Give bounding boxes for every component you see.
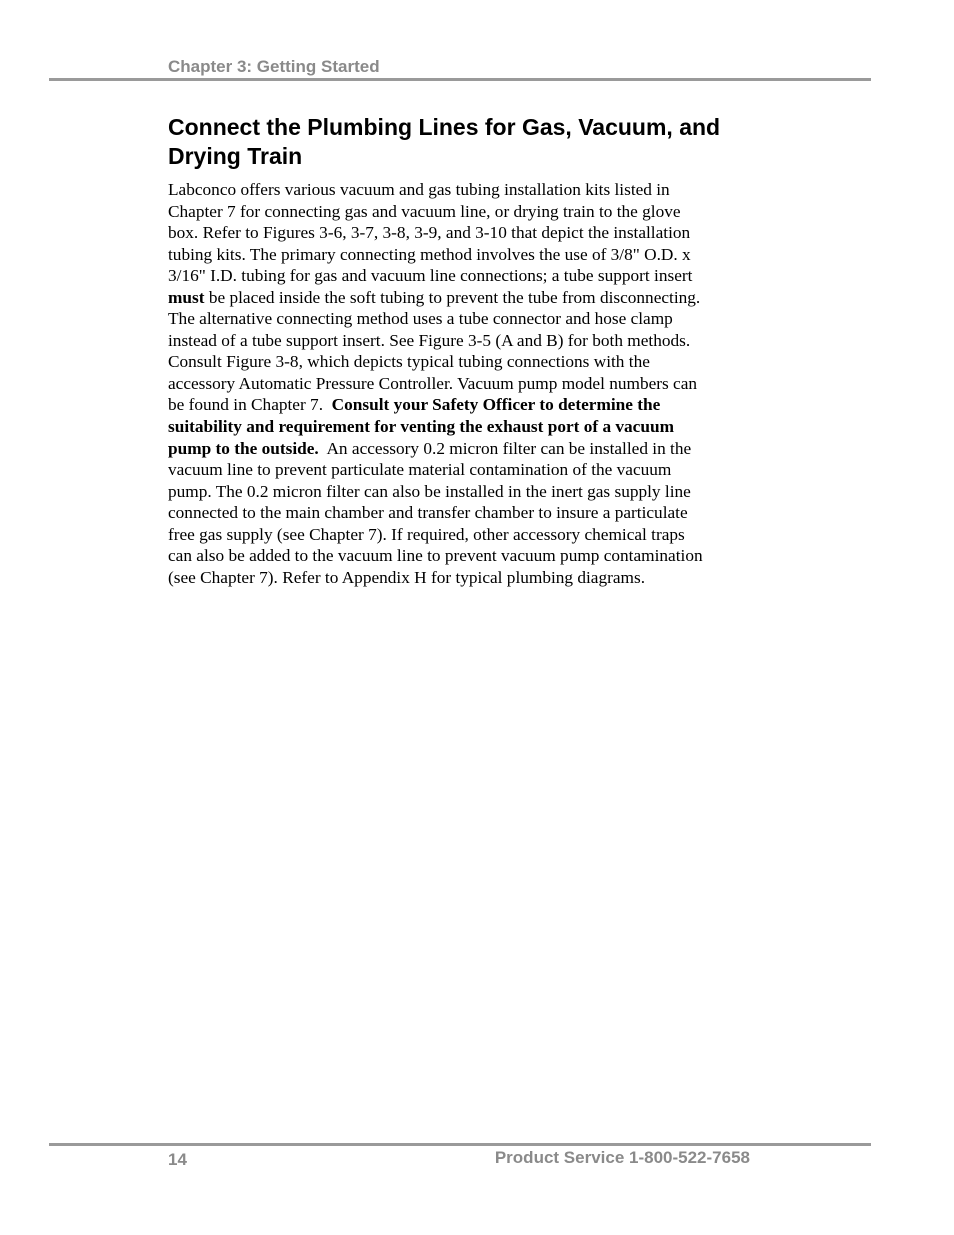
emphasis-must: must [168,287,205,307]
body-line: vacuum line to prevent particulate material contamination of the vacuum [168,460,672,480]
body-line [168,416,768,438]
body-line: pump. The 0.2 micron filter can also be installed in the inert gas supply line [168,481,691,501]
body-line: tubing kits. The primary connecting method involves the use of 3/8" O.D. x [168,244,691,264]
body-line: pump to the outside. An accessory 0.2 micron filter can be installed in the [168,438,692,458]
body-line: 3/16" I.D. tubing for gas and vacuum line connections; a tube support insert [168,266,693,286]
body-line: Consult Figure 3-8, which depicts typical tubing connections with the [168,352,650,372]
footer-rule [49,1143,871,1146]
running-header: Chapter 3: Getting Started [168,57,380,76]
product-service-phone: Product Service 1-800-522-7658 [494,1148,750,1167]
safety-warning: suitability and requirement for venting the exhaust port of a vacuum [168,417,674,437]
body-line: box. Refer to Figures 3-6, 3-7, 3-8, 3-9, and 3-10 that depict the installation [168,223,691,243]
safety-warning: pump to the outside. [168,438,319,458]
page-number: 14 [168,1150,187,1169]
body-line: Chapter 7 for connecting gas and vacuum line, or drying train to the glove [168,201,681,221]
body-line: Labconco offers various vacuum and gas tubing installation kits listed in [168,180,670,199]
body-line: can also be added to the vacuum line to prevent vacuum pump contamination [168,546,703,566]
safety-warning: Consult your Safety Officer to determine the [331,395,661,415]
body-line: must be placed inside the soft tubing to prevent the tube from disconnecting. [168,287,701,307]
body-line: connected to the main chamber and transfer chamber to insure a particulate [168,503,688,523]
body-line: (see Chapter 7). Refer to Appendix H for typical plumbing diagrams. [168,567,646,587]
section-title: Connect the Plumbing Lines for Gas, Vacuum, and Drying Train [168,114,721,169]
body-line: free gas supply (see Chapter 7). If required, other accessory chemical traps [168,524,685,544]
body-line: The alternative connecting method uses a tube connector and hose clamp [168,309,673,329]
body-line: instead of a tube support insert. See Figure 3-5 (A and B) for both methods. [168,330,691,350]
body-line: be found in Chapter 7. Consult your Safety Officer to determine the [168,395,661,415]
body-paragraph [168,179,768,588]
body-line: accessory Automatic Pressure Controller. Vacuum pump model numbers can [168,373,698,393]
header-rule [49,78,871,81]
